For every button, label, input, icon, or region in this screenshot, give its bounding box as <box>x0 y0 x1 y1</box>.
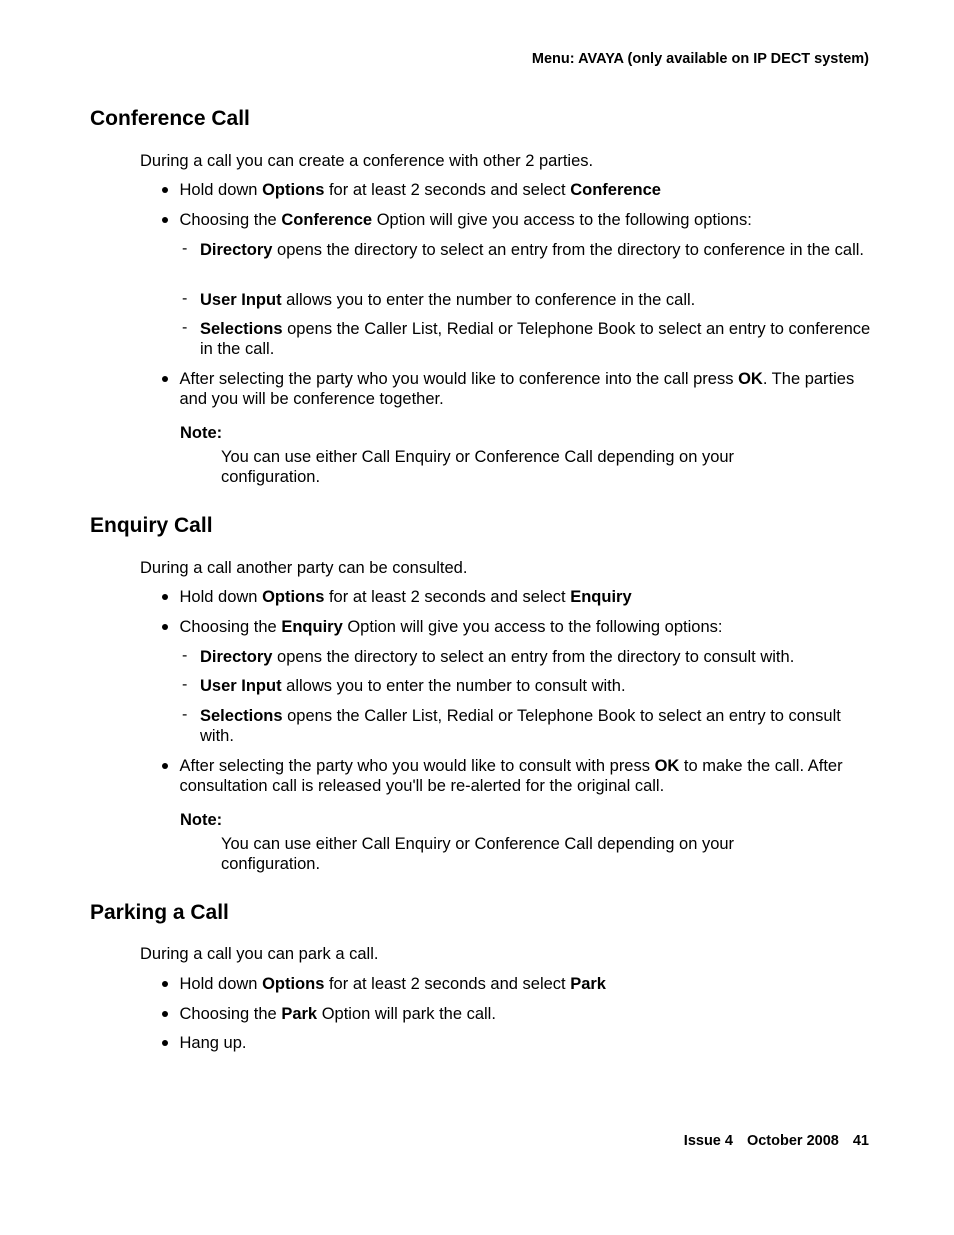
running-header: Menu: AVAYA (only available on IP DECT system) <box>531 51 869 67</box>
bullet-icon <box>162 376 168 382</box>
dash-marker: - <box>182 319 188 336</box>
dash-marker: - <box>182 647 188 664</box>
section-heading-conference: Conference Call <box>90 107 250 130</box>
list-item: Choosing the Conference Option will give you access to the following options: <box>162 210 872 230</box>
note-text: You can use either Call Enquiry or Conference Call depending on your configuration. <box>221 835 735 873</box>
list-item: Hold down Options for at least 2 seconds and select Conference <box>162 180 872 200</box>
note-text: You can use either Call Enquiry or Conference Call depending on your configuration. <box>221 448 735 486</box>
dash-marker: - <box>182 240 188 257</box>
sub-list-item: - Selections opens the Caller List, Redial or Telephone Book to select an entry to conference in the call. <box>182 319 871 358</box>
sub-list-item: - User Input allows you to enter the number to consult with. <box>182 676 626 695</box>
list-item: Hold down Options for at least 2 seconds and select Park <box>162 974 872 994</box>
bullet-icon <box>162 187 168 193</box>
list-item: Choosing the Park Option will park the call. <box>162 1004 872 1024</box>
sub-list-item: - Directory opens the directory to select an entry from the directory to consult with. <box>182 647 795 666</box>
intro-text: During a call you can park a call. <box>140 945 379 963</box>
bullet-icon <box>162 217 168 223</box>
list-item: After selecting the party who you would like to consult with press OK to make the call. After consultation call is released you'll be re-alerted for the original call. <box>162 756 872 796</box>
list-item: After selecting the party who you would like to conference into the call press OK. The parties and you will be conference together. <box>162 369 872 409</box>
section-heading-parking: Parking a Call <box>90 901 229 924</box>
page-footer <box>684 1133 869 1149</box>
sub-list-item: - User Input allows you to enter the number to conference in the call. <box>182 290 696 309</box>
list-item: Hang up. <box>162 1033 872 1053</box>
page-number: 41 <box>852 1133 869 1149</box>
bullet-icon <box>162 1040 168 1046</box>
bullet-icon <box>162 624 168 630</box>
note-label: Note: <box>180 811 223 829</box>
list-item: Choosing the Enquiry Option will give you access to the following options: <box>162 617 872 637</box>
dash-marker: - <box>182 290 188 307</box>
section-heading-enquiry: Enquiry Call <box>90 514 213 537</box>
sub-list-item: - Directory opens the directory to select an entry from the directory to conference in the call. <box>182 240 865 259</box>
intro-text: During a call another party can be consulted. <box>140 559 468 577</box>
bullet-icon <box>162 1011 168 1017</box>
dash-marker: - <box>182 706 188 723</box>
bullet-icon <box>162 594 168 600</box>
list-item: Hold down Options for at least 2 seconds and select Enquiry <box>162 587 872 607</box>
intro-text: During a call you can create a conference with other 2 parties. <box>140 152 594 170</box>
issue-date: October 2008 <box>746 1133 839 1149</box>
bullet-icon <box>162 981 168 987</box>
note-label: Note: <box>180 424 223 442</box>
issue-label: Issue 4 <box>683 1133 733 1149</box>
sub-list-item: - Selections opens the Caller List, Redial or Telephone Book to select an entry to consult with. <box>182 706 841 745</box>
dash-marker: - <box>182 676 188 693</box>
bullet-icon <box>162 763 168 769</box>
